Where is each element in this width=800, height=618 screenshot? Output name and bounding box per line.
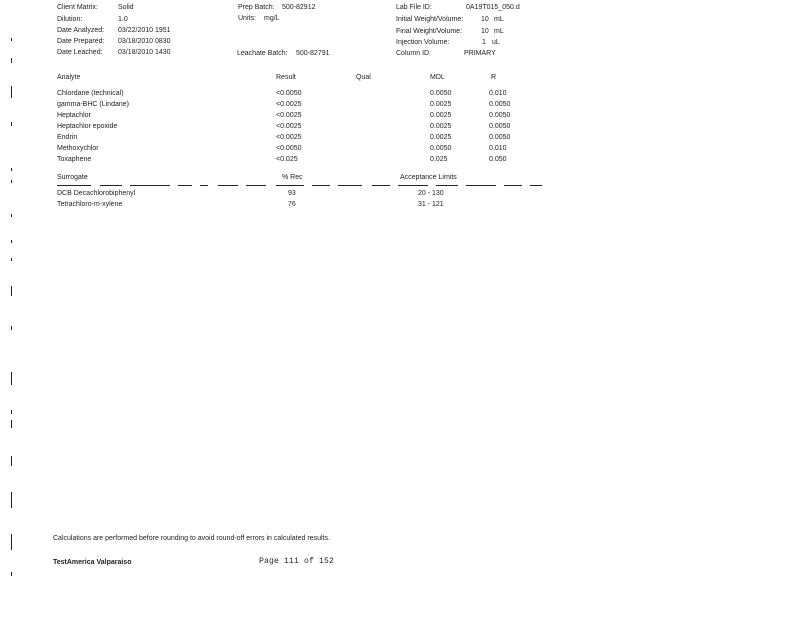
margin-tick <box>11 86 12 98</box>
final-weight-volume-value: 10 <box>481 28 489 35</box>
surrogate-limits: 31 - 121 <box>418 201 444 208</box>
margin-tick <box>11 534 12 550</box>
analyte-result: <0.025 <box>276 156 298 163</box>
page-number: Page 111 of 152 <box>259 557 335 566</box>
margin-tick <box>11 122 12 126</box>
analyte-result: <0.0025 <box>276 134 302 141</box>
lab-file-id-label: Lab File ID: <box>396 4 432 11</box>
margin-tick <box>11 258 12 261</box>
initial-weight-volume-value: 10 <box>481 16 489 23</box>
margin-tick <box>11 58 12 63</box>
analyte-result: <0.0025 <box>276 101 302 108</box>
analyte-result: <0.0050 <box>276 90 302 97</box>
surrogate-limits: 20 - 130 <box>418 190 444 197</box>
margin-tick <box>11 38 12 41</box>
margin-tick <box>11 410 12 414</box>
units-value: mg/L <box>264 15 280 22</box>
analyte-mdl: 0.0050 <box>430 90 452 97</box>
analyte-name: Toxaphene <box>57 156 92 163</box>
date-prepared-value: 03/18/2010 0830 <box>118 38 171 45</box>
analyte-mdl: 0.025 <box>430 156 448 163</box>
analyte-rl: 0.010 <box>489 90 507 97</box>
analyte-rl: 0.0050 <box>489 101 511 108</box>
analyte-name: gamma-BHC (Lindane) <box>57 101 129 108</box>
analyte-name: Chlordane (technical) <box>57 90 124 97</box>
date-prepared-label: Date Prepared: <box>57 38 105 45</box>
date-leached-label: Date Leached: <box>57 49 103 56</box>
mdl-column-header: MDL <box>430 74 445 81</box>
initial-weight-volume-label: Initial Weight/Volume: <box>396 16 464 23</box>
margin-tick <box>11 180 12 183</box>
analyte-rl: 0.0050 <box>489 134 511 141</box>
analyte-result: <0.0025 <box>276 123 302 130</box>
analyte-mdl: 0.0025 <box>430 101 452 108</box>
rl-column-header: R <box>491 74 497 81</box>
final-weight-volume-label: Final Weight/Volume: <box>396 28 463 35</box>
initial-weight-volume-unit: mL <box>494 16 504 23</box>
units-label: Units: <box>238 15 256 22</box>
analyte-name: Methoxychlor <box>57 145 99 152</box>
surrogate-name: Tetrachloro-m-xylene <box>57 201 123 208</box>
analyte-result: <0.0025 <box>276 112 302 119</box>
surrogate-column-header: Surrogate <box>57 174 88 181</box>
date-analyzed-label: Date Analyzed: <box>57 27 105 34</box>
final-weight-volume-unit: mL <box>494 28 504 35</box>
analyte-mdl: 0.0025 <box>430 112 452 119</box>
margin-tick <box>11 492 12 508</box>
column-id-value: PRIMARY <box>464 50 496 57</box>
injection-volume-value: 1 <box>482 39 486 46</box>
analyte-rl: 0.050 <box>489 156 507 163</box>
analyte-mdl: 0.0025 <box>430 123 452 130</box>
margin-tick <box>11 420 12 428</box>
prep-batch-value: 500-82912 <box>282 4 316 11</box>
leachate-batch-value: 500-82791 <box>296 50 330 57</box>
dilution-label: Dilution: <box>57 16 83 23</box>
qual-column-header: Qual <box>356 74 371 81</box>
margin-tick <box>11 456 12 466</box>
margin-tick <box>11 168 12 171</box>
surrogate-rec: 93 <box>288 190 296 197</box>
injection-volume-label: Injection Volume: <box>396 39 450 46</box>
injection-volume-unit: uL <box>492 39 500 46</box>
surrogate-name: DCB Decachlorobiphenyl <box>57 190 136 197</box>
leachate-batch-label: Leachate Batch: <box>237 50 288 57</box>
analyte-column-header: Analyte <box>57 74 81 81</box>
margin-tick <box>11 572 12 576</box>
analyte-mdl: 0.0025 <box>430 134 452 141</box>
date-leached-value: 03/18/2010 1430 <box>118 49 171 56</box>
margin-tick <box>11 326 12 330</box>
analyte-mdl: 0.0050 <box>430 145 452 152</box>
lab-file-id-value: 0A19T015_050.d <box>466 4 520 11</box>
surrogate-rec: 76 <box>288 201 296 208</box>
result-column-header: Result <box>276 74 296 81</box>
dilution-value: 1.0 <box>118 16 128 23</box>
analyte-rl: 0.0050 <box>489 112 511 119</box>
prep-batch-label: Prep Batch: <box>238 4 275 11</box>
analyte-rl: 0.0050 <box>489 123 511 130</box>
margin-tick <box>11 286 12 296</box>
analyte-name: Endrin <box>57 134 78 141</box>
margin-tick <box>11 372 12 385</box>
analyte-name: Heptachlor <box>57 112 91 119</box>
client-matrix-label: Client Matrix: <box>57 4 98 11</box>
margin-tick <box>11 214 12 217</box>
analyte-name: Heptachlor epoxide <box>57 123 118 130</box>
margin-tick <box>11 240 12 243</box>
calculation-note: Calculations are performed before rounding to avoid round-off errors in calculated results. <box>53 535 330 542</box>
acceptance-limits-column-header: Acceptance Limits <box>400 174 457 181</box>
rec-column-header: % Rec <box>282 174 303 181</box>
column-id-label: Column ID: <box>396 50 432 57</box>
client-matrix-value: Solid <box>118 4 134 11</box>
lab-name: TestAmerica Valparaiso <box>53 559 132 566</box>
analyte-result: <0.0050 <box>276 145 302 152</box>
analyte-rl: 0.010 <box>489 145 507 152</box>
date-analyzed-value: 03/22/2010 1951 <box>118 27 171 34</box>
